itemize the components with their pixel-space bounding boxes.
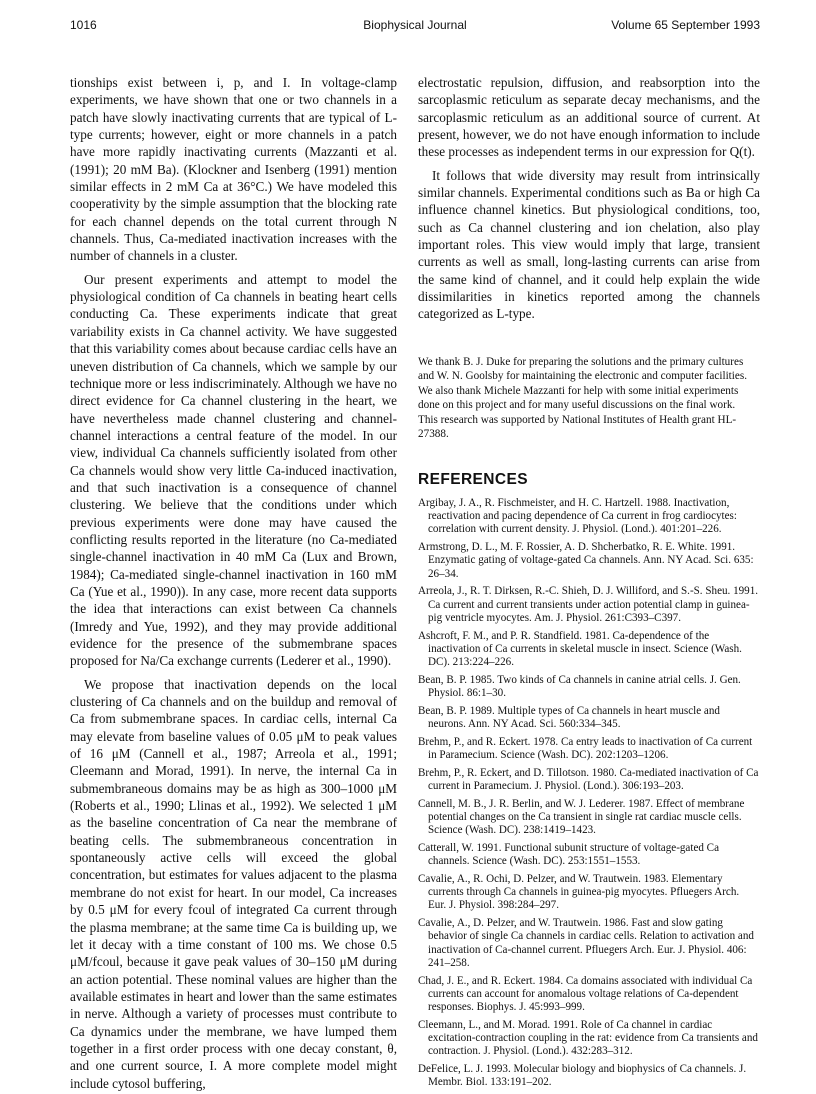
reference-item: Cavalie, A., R. Ochi, D. Pelzer, and W. Trautwein. 1983. Elementary currents through Ca channels in guinea-pig myocytes. Pfluegers Arch. Eur. J. Physiol. 398:284–297. <box>418 873 740 912</box>
funding-text: This research was supported by National Institutes of Health grant HL-27388. <box>418 413 737 441</box>
reference-item: Cannell, M. B., J. R. Berlin, and W. J. Lederer. 1987. Effect of membrane potential changes on the Ca transient in single rat cardiac muscle cells. Science (Wash. DC). 238:1419–1423. <box>418 797 745 837</box>
body-paragraph: electrostatic repulsion, diffusion, and reabsorption into the sarcoplasmic reticulum as separate decay mechanisms, and the sarcoplasmic reticulum as an additional source of current. At present, however, we do not have enough information to include these processes as independent terms in our expression for Q(t). <box>418 75 760 160</box>
reference-item: Arreola, J., R. T. Dirksen, R.-C. Shieh, D. J. Williford, and S.-S. Sheu. 1991. Ca current and current transients under action potential clamp in guinea-pig ventricle myocytes. Am. J. Physiol. 261:C393–C397. <box>418 585 759 624</box>
reference-item: Argibay, J. A., R. Fischmeister, and H. C. Hartzell. 1988. Inactivation, reactivation and pacing dependence of Ca current in frog cardiocytes: correlation with current density. J. Physiol. (Lond.). 401:201–226. <box>418 497 737 536</box>
references-heading: REFERENCES <box>418 471 528 488</box>
reference-item: Ashcroft, F. M., and P. R. Standfield. 1981. Ca-dependence of the inactivation of Ca currents in skeletal muscle in insect. Science (Wash. DC). 213:224–226. <box>418 629 742 669</box>
reference-item: Chad, J. E., and R. Eckert. 1984. Ca domains associated with individual Ca currents can account for anomalous voltage relations of Ca-dependent responses. Biophys. J. 45:993–999. <box>418 974 753 1014</box>
reference-item: Brehm, P., R. Eckert, and D. Tillotson. 1980. Ca-mediated inactivation of Ca current in Paramecium. J. Physiol. (Lond.). 306:193–203. <box>418 766 759 793</box>
reference-item: Catterall, W. 1991. Functional subunit structure of voltage-gated Ca channels. Science (Wash. DC). 253:1551–1553. <box>418 842 720 868</box>
body-paragraph: Our present experiments and attempt to model the physiological condition of Ca channels in beating heart cells conducting Ca. These experiments indicate that great variability exists in Ca channel activity. We have suggested that this variability comes about because cardiac cells have an uneven distribution of Ca channels, which we sample by our technique more or less indiscriminately. Although we have no direct evidence for Ca channel clustering in the heart, we have nevertheless made channel clustering and channel-channel interactions a central feature of the model. In our view, individual Ca channels sufficiently isolated from other Ca channels would show very little Ca-induced inactivation, and that such inactivation is a consequence of channel clustering. We believe that the conditions under which previous experiments were done may have caused the conflicting results reported in the literature (no Ca-mediated single-channel inactivation in 40 mM Ca (Lux and Brown, 1984); Ca-mediated single-channel inactivation in 160 mM Ca (Yue et al., 1990)). In any case, more recent data supports the idea that interactions can exist between Ca channels (Imredy and Yue, 1992), and they may provide additional evidence for the presence of the submembrane spaces proposed for Na/Ca exchange currents (Lederer et al., 1990). <box>70 271 397 669</box>
right-column <box>418 74 760 323</box>
reference-item: Bean, B. P. 1985. Two kinds of Ca channels in canine atrial cells. J. Gen. Physiol. 86:1–30. <box>418 673 741 700</box>
running-header <box>70 18 760 38</box>
reference-item: DeFelice, L. J. 1993. Molecular biology and biophysics of Ca channels. J. Membr. Biol. 133:191–202. <box>418 1063 747 1089</box>
body-paragraph: We propose that inactivation depends on the local clustering of Ca channels and on the buildup and removal of Ca from submembrane spaces. In cardiac cells, internal Ca may elevate from baseline values of 0.05 μM to peak values of 16 μM (Cannell et al., 1987; Arreola et al., 1991; Cleemann and Morad, 1991). In nerve, the internal Ca in submembraneous domains may be as high as 300–1000 μM (Roberts et al., 1990; Llinas et al., 1992). We selected 1 μM as the baseline concentration of Ca near the membrane of beating cells. The submembraneous concentration in spontaneously active cells will exceed the global concentration, but estimates for values adjacent to the plasma membrane do not exist for heart. In our model, Ca increases by 0.5 μM for every fcoul of integrated Ca current through the plasma membrane; at the same time Ca is building up, we let it decay with a time constant of 100 ms. We chose 0.5 μM/fcoul, because it gave peak values of 30–150 μM during an action potential. These nominal values are higher than the available estimates in heart and lower than the same estimates in nerve. Although a variety of processes must contribute to Ca dynamics under the membrane, we have lumped them together in a first order process with one decay constant, θ, and one current source, I. A more complete model might include cytosol buffering, <box>70 676 398 1091</box>
left-column <box>70 74 397 1092</box>
body-paragraph: tionships exist between i, p, and I. In voltage-clamp experiments, we have shown that one or two channels in a patch have slowly inactivating currents that are typical of L-type currents; however, eight or more channels in a patch have more rapidly inactivating currents (Mazzanti et al. (1991); 20 mM Ba). (Klockner and Isenberg (1991) mention similar effects in 2 mM Ca at 36°C.) We have modeled this cooperativity by the simple assumption that the blocking rate for each channel depends on the total current through N channels. Thus, Ca-mediated inactivation increases with the number of channels in a cluster. <box>70 75 397 264</box>
acknowledgment-text: We thank B. J. Duke for preparing the solutions and the primary cultures and W. N. Goolsby for maintaining the electronic and computer facilities. We also thank Michele Mazzanti for help with some initial experiments done on this project and for many useful discussions on the final work. <box>418 356 748 412</box>
acknowledgments <box>418 355 760 441</box>
reference-item: Armstrong, D. L., M. F. Rossier, A. D. Shcherbatko, R. E. White. 1991. Enzymatic gating of voltage-gated Ca channels. Ann. NY Acad. Sci. 635: 26–34. <box>418 541 754 580</box>
reference-item: Bean, B. P. 1989. Multiple types of Ca channels in heart muscle and neurons. Ann. NY Acad. Sci. 560:334–345. <box>418 704 720 731</box>
page-number: 1016 <box>70 18 97 32</box>
volume-info: Volume 65 September 1993 <box>611 18 760 32</box>
reference-item: Cleemann, L., and M. Morad. 1991. Role of Ca channel in cardiac excitation-contraction coupling in the rat: evidence from Ca transients and contraction. J. Physiol. (Lond.). 432:283–312. <box>418 1018 758 1058</box>
body-paragraph: It follows that wide diversity may result from intrinsically similar channels. Experimental conditions such as Ba or high Ca influence channel kinetics. But physiological conditions, too, such as Ca channel clustering and ion chelation, also play important roles. This view would imply that large, transient currents as well as small, long-lasting currents can arise from the same kind of channel, and it could help explain the wide dissimilarities in kinetics reported among the channels categorized as L-type. <box>418 167 760 322</box>
reference-item: Cavalie, A., D. Pelzer, and W. Trautwein. 1986. Fast and slow gating behavior of single Ca channels in cardiac cells. Relation to activation and inactivation of Ca-channel current. Pfluegers Arch. Eur. J. Physiol. 406: 241–258. <box>418 917 754 969</box>
reference-item: Brehm, P., and R. Eckert. 1978. Ca entry leads to inactivation of Ca current in Paramecium. Science (Wash. DC). 202:1203–1206. <box>418 735 753 762</box>
reference-list <box>418 497 760 1094</box>
journal-title: Biophysical Journal <box>363 18 467 32</box>
